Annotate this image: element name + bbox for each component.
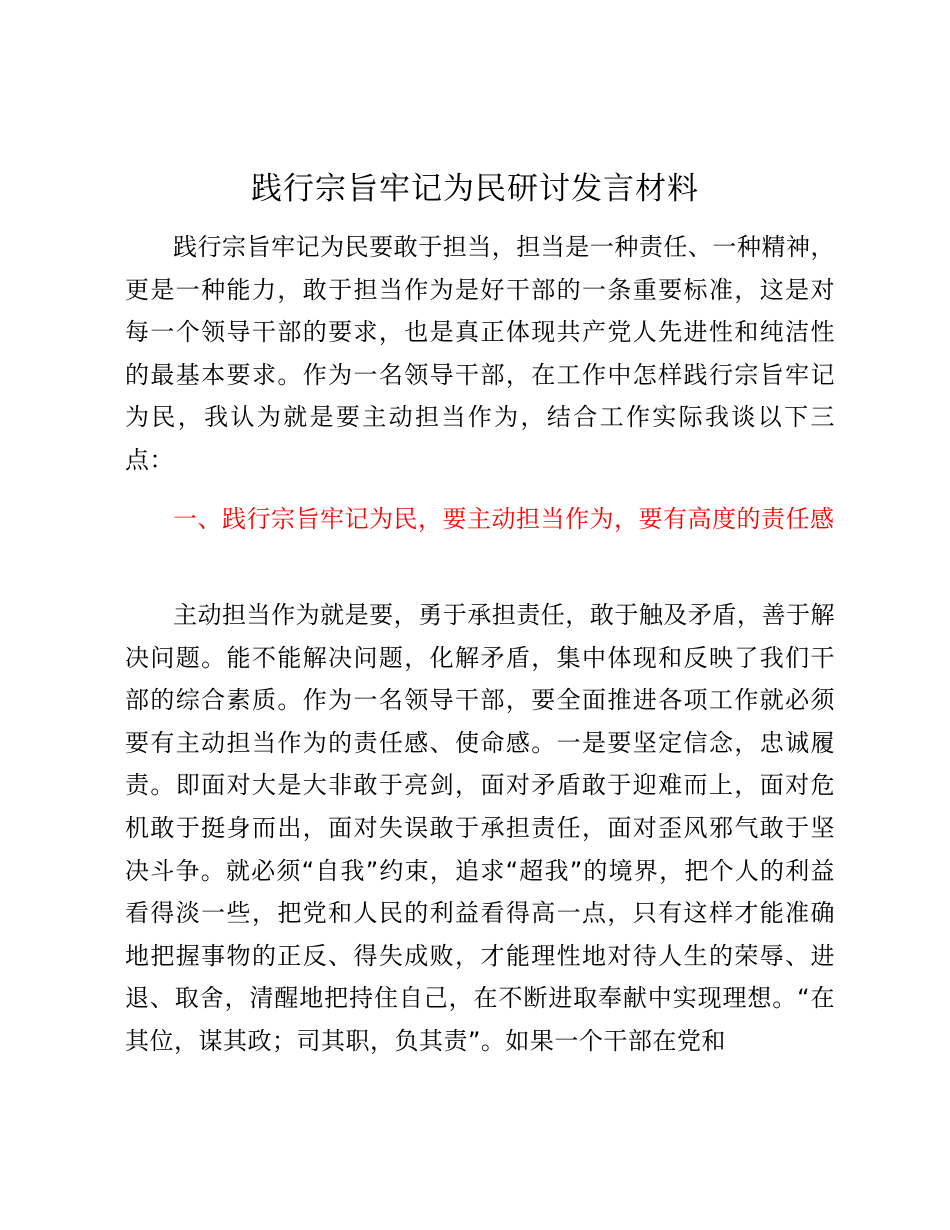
section-1-heading: 一、践行宗旨牢记为民，要主动担当作为，要有高度的责任感	[173, 505, 835, 533]
section-1-paragraph: 主动担当作为就是要，勇于承担责任，敢于触及矛盾，善于解决问题。能不能解决问题，化解矛盾，集中体现和反映了我们干部的综合素质。作为一名领导干部，要全面推进各项工作就必须要有主动担当作为的责任感、使命感。一是要坚定信念，忠诚履责。即面对大是大非敢于亮剑，面对矛盾敢于迎难而上，面对危机敢于挺身而出，面对失误敢于承担责任，面对歪风邪气敢于坚决斗争。就必须“自我”约束，追求“超我”的境界，把个人的利益看得淡一些，把党和人民的利益看得高一点，只有这样才能准确地把握事物的正反、得失成败，才能理性地对待人生的荣辱、进退、取舍，清醒地把持住自己，在不断进取奉献中实现理想。“在其位，谋其政；司其职，负其责”。如果一个干部在党和	[125, 601, 835, 1055]
intro-paragraph: 践行宗旨牢记为民要敢于担当，担当是一种责任、一种精神，更是一种能力，敢于担当作为是好干部的一条重要标准，这是对每一个领导干部的要求，也是真正体现共产党人先进性和纯洁性的最基本要求。作为一名领导干部，在工作中怎样践行宗旨牢记为民，我认为就是要主动担当作为，结合工作实际我谈以下三点：	[125, 233, 835, 474]
document-title: 践行宗旨牢记为民研讨发言材料	[251, 171, 699, 207]
